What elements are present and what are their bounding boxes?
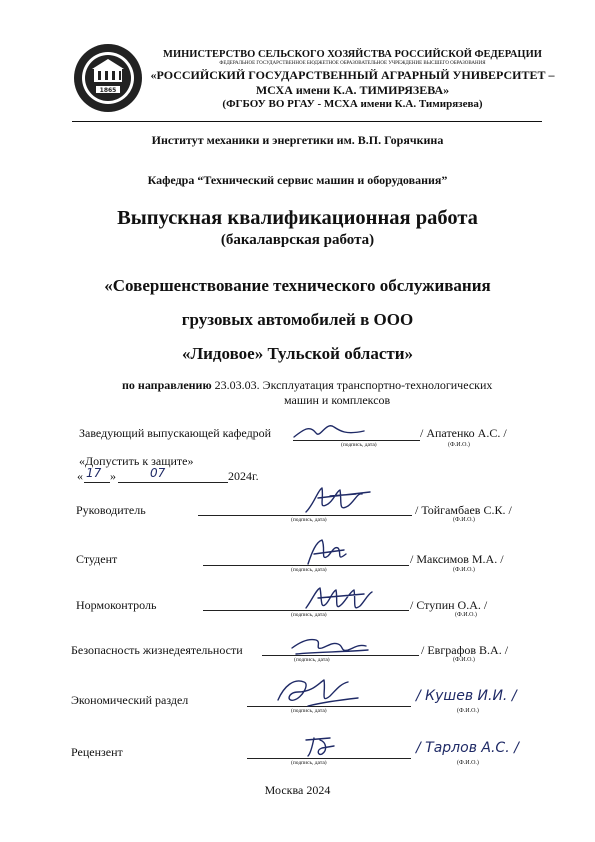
role-norm-control: Нормоконтроль (76, 598, 157, 612)
date-close-quote: » (110, 469, 116, 483)
supervisor-name: / Тойгамбаев С.К. / (415, 503, 512, 517)
role-supervisor: Руководитель (76, 503, 146, 517)
seal-year: 1865 (99, 87, 117, 94)
month-line (118, 482, 228, 483)
admit-year: 2024г. (228, 469, 259, 483)
head-name: / Апатенко А.С. / (420, 426, 507, 440)
student-sign-caption: (подпись, дата) (291, 567, 327, 573)
norm-control-sign-caption: (подпись, дата) (291, 612, 327, 618)
admit-month: 07 (150, 466, 166, 480)
direction-text: 23.03.03. Эксплуатация транспортно-технологических (214, 378, 493, 392)
supervisor-sign-caption: (подпись, дата) (291, 517, 327, 523)
student-fio-caption: (Ф.И.О.) (453, 567, 475, 573)
institution-type: ФЕДЕРАЛЬНОЕ ГОСУДАРСТВЕННОЕ БЮДЖЕТНОЕ ОБРАЗОВАТЕЛЬНОЕ УЧРЕЖДЕНИЕ ВЫСШЕГО ОБРАЗОВАНИЯ (219, 61, 486, 66)
reviewer-signature (300, 730, 342, 762)
footer-city-year: Москва 2024 (264, 783, 331, 797)
head-sign-caption: (подпись, дата) (341, 442, 377, 448)
work-subtype: (бакалаврская работа) (220, 232, 375, 248)
supervisor-fio-caption: (Ф.И.О.) (453, 517, 475, 523)
supervisor-signature (300, 482, 380, 520)
work-type-title: Выпускная квалификационная работа (117, 207, 478, 229)
head-label: Заведующий выпускающей кафедрой (79, 426, 272, 440)
university-name-line1: «РОССИЙСКИЙ ГОСУДАРСТВЕННЫЙ АГРАРНЫЙ УНИВЕРСИТЕТ – (150, 68, 555, 82)
role-reviewer: Рецензент (71, 745, 123, 759)
university-abbrev: (ФГБОУ ВО РГАУ - МСХА имени К.А. Тимирязева) (222, 98, 483, 110)
reviewer-fio-caption: (Ф.И.О.) (457, 760, 479, 766)
economics-sign-caption: (подпись, дата) (291, 708, 327, 714)
topic-line2: грузовых автомобилей в ООО (181, 310, 414, 329)
student-name: / Максимов М.А. / (410, 552, 504, 566)
admit-day: 17 (86, 466, 102, 480)
department-name: Кафедра “Технический сервис машин и оборудования” (147, 173, 448, 187)
economics-name: / Кушев И.И. / (416, 688, 517, 704)
direction-label: по направлению (122, 378, 212, 392)
ministry-name: МИНИСТЕРСТВО СЕЛЬСКОГО ХОЗЯЙСТВА РОССИЙСКОЙ ФЕДЕРАЦИИ (163, 49, 542, 60)
header-divider (72, 121, 542, 122)
day-line (84, 482, 110, 483)
university-seal-logo (72, 42, 144, 114)
direction-line (122, 378, 492, 393)
university-name-line2: МСХА имени К.А. ТИМИРЯЗЕВА» (255, 83, 450, 97)
role-economics: Экономический раздел (71, 693, 189, 707)
norm-control-name: / Ступин О.А. / (410, 598, 488, 612)
norm-control-fio-caption: (Ф.И.О.) (455, 612, 477, 618)
head-fio-caption: (Ф.И.О.) (448, 442, 470, 448)
role-life-safety: Безопасность жизнедеятельности (71, 643, 243, 657)
admit-date (77, 469, 83, 484)
admit-label: «Допустить к защите» (79, 454, 194, 468)
life-safety-fio-caption: (Ф.И.О.) (453, 657, 475, 663)
economics-fio-caption: (Ф.И.О.) (457, 708, 479, 714)
institute-name: Институт механики и энергетики им. В.П. Горячкина (151, 133, 444, 147)
life-safety-name: / Евграфов В.А. / (421, 643, 509, 657)
direction-text-continued: машин и комплексов (284, 393, 391, 407)
life-safety-sign-caption: (подпись, дата) (294, 657, 330, 663)
date-open-quote: « (77, 469, 83, 483)
reviewer-sign-caption: (подпись, дата) (291, 760, 327, 766)
topic-line1: «Совершенствование технического обслуживания (104, 276, 491, 295)
head-signature (290, 415, 370, 445)
topic-line3: «Лидовое» Тульской области» (181, 344, 414, 363)
reviewer-name: / Тарлов А.С. / (416, 740, 519, 756)
role-student: Студент (76, 552, 118, 566)
